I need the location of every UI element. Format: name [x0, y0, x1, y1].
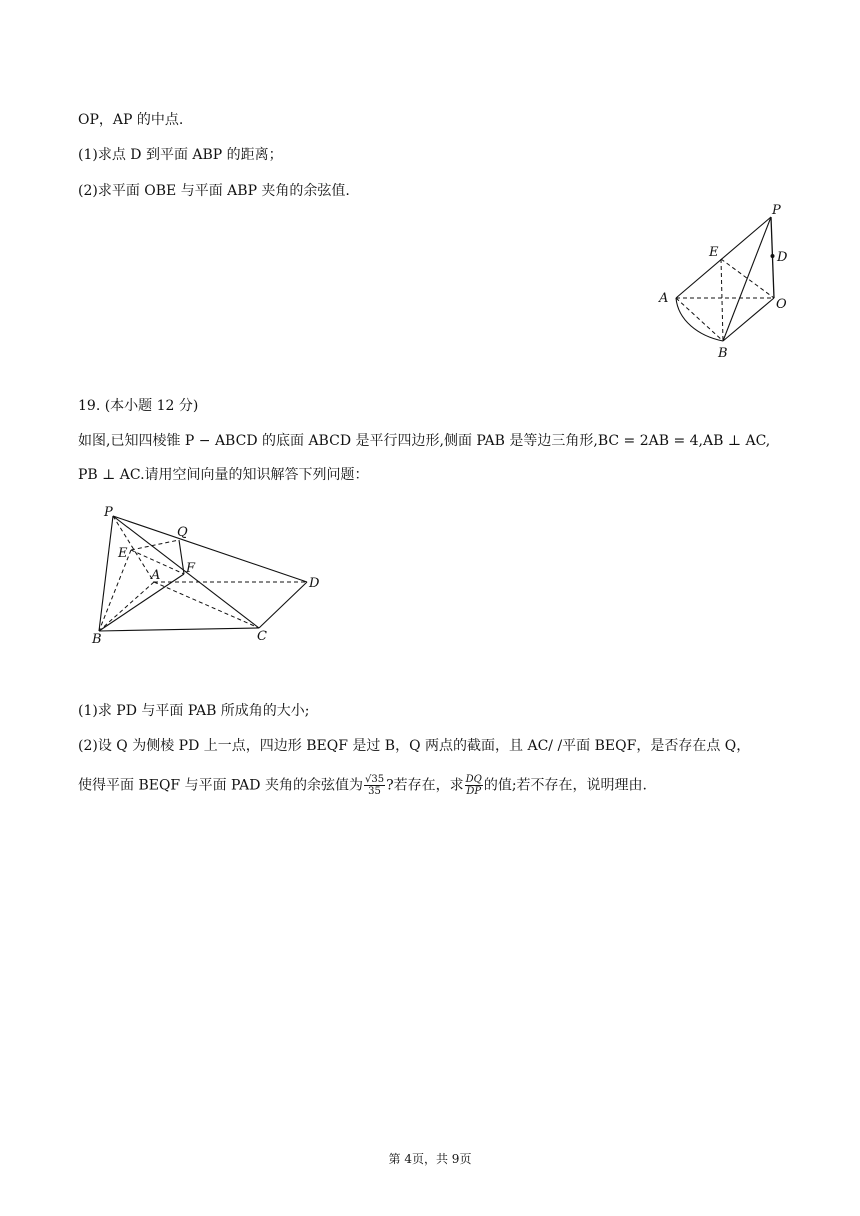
- page-footer: 第 4页，共 9页: [388, 1152, 472, 1166]
- label-Q: Q: [177, 525, 188, 540]
- ratio-denominator: DP: [466, 786, 482, 797]
- q19-part2-text-c: 的值;若不存在，说明理由.: [483, 777, 647, 794]
- label-B: B: [718, 346, 728, 361]
- label-P: P: [772, 203, 781, 218]
- label-O: O: [776, 297, 787, 312]
- cos-denominator: 35: [368, 786, 381, 797]
- edge-AB-dashed: [99, 582, 154, 631]
- q19-part2-text-a: 使得平面 BEQF 与平面 PAD 夹角的余弦值为: [78, 777, 363, 794]
- label-E: E: [118, 546, 128, 561]
- q18-part2: (2)求平面 OBE 与平面 ABP 夹角的余弦值.: [78, 183, 350, 199]
- edge-AC-dashed: [154, 582, 259, 628]
- label-F: F: [186, 561, 196, 576]
- edge-PB: [723, 217, 771, 341]
- label-A: A: [659, 291, 669, 306]
- label-D: D: [309, 576, 320, 591]
- cos-numerator: √35: [364, 774, 385, 785]
- label-B: B: [92, 632, 102, 647]
- edge-EB-dashed: [721, 259, 723, 341]
- q19-header: 19. (本小题 12 分): [78, 398, 199, 414]
- point-D: [771, 254, 775, 258]
- edge-PD: [113, 516, 307, 582]
- label-C: C: [257, 629, 267, 644]
- edge-CD: [259, 582, 307, 628]
- q18-part1: (1)求点 D 到平面 ABP 的距离；: [78, 147, 283, 163]
- q19-part2-line1: (2)设 Q 为侧棱 PD 上一点，四边形 BEQF 是过 B，Q 两点的截面，且 AC/ /平面 BEQF，是否存在点 Q，: [78, 738, 751, 754]
- edge-BC: [99, 628, 259, 631]
- q19-figure: [85, 500, 335, 650]
- ratio-fraction: [465, 774, 483, 797]
- q19-stem-line2: PB ⊥ AC.请用空间向量的知识解答下列问题：: [78, 467, 369, 483]
- q18-line1: OP，AP 的中点.: [78, 112, 184, 128]
- label-A: A: [151, 568, 161, 583]
- q19-part2-line2: [78, 774, 647, 797]
- label-E: E: [709, 245, 719, 260]
- edge-PB: [99, 516, 113, 631]
- q19-part1: (1)求 PD 与平面 PAB 所成角的大小;: [78, 703, 310, 719]
- q19-stem-line1: 如图,已知四棱锥 P − ABCD 的底面 ABCD 是平行四边形,侧面 PAB 是等边三角形,BC = 2AB = 4,AB ⊥ AC,: [78, 433, 771, 449]
- ratio-numerator: DQ: [465, 774, 482, 785]
- q19-part2-text-b: ?若存在，求: [386, 777, 464, 794]
- label-P: P: [104, 505, 113, 520]
- edge-BO: [723, 298, 774, 341]
- label-D: D: [777, 250, 788, 265]
- cos-fraction: [364, 774, 385, 797]
- q18-figure: [650, 200, 800, 365]
- edge-AB-dashed: [676, 298, 723, 341]
- edge-BF: [99, 574, 184, 631]
